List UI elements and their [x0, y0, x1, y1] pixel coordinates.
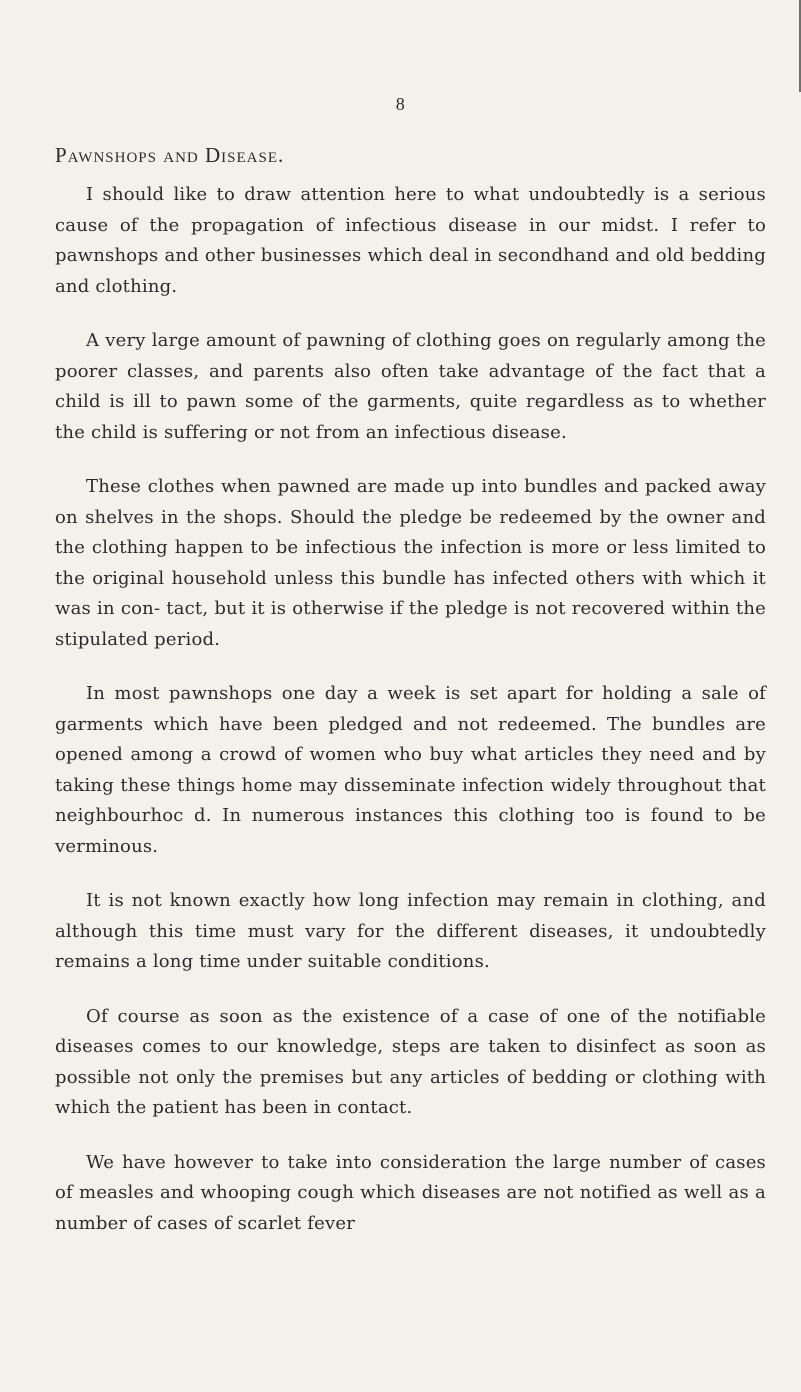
- paragraph: A very large amount of pawning of clothing goes on regularly among the poorer classes, and parents also often take advantage of the fact that a child is ill to pawn some of the garments, quite regardless as to whether the child is suffering or not from an infectious disease.: [55, 330, 766, 443]
- paragraph: These clothes when pawned are made up into bundles and packed away on shelves in the shops. Should the pledge be redeemed by the owner and the clothing happen to be infectious the infection is more or less limited to the original household unless this bundle has infected others with which it was in con- tact, but it is otherwise if the pledge is not recovered within the stipulated period.: [55, 476, 766, 650]
- paragraph: I should like to draw attention here to what undoubtedly is a serious cause of the propagation of infectious disease in our midst. I refer to pawnshops and other businesses which deal in secondhand and old bedding and clothing.: [55, 184, 766, 297]
- body-text: [55, 180, 766, 1263]
- paragraph: Of course as soon as the existence of a case of one of the notifiable diseases comes to our knowledge, steps are taken to disinfect as soon as possible not only the premises but any articles of bedding or clothing with which the patient has been in contact.: [55, 1005, 766, 1118]
- section-heading: Pawnshops and Disease.: [55, 143, 285, 167]
- page-number: 8: [395, 94, 406, 114]
- paragraph: It is not known exactly how long infection may remain in clothing, and although this time must vary for the different diseases, it undoubtedly remains a long time under suitable conditions.: [55, 890, 766, 972]
- paragraph: We have however to take into consideration the large number of cases of measles and whooping cough which diseases are not notified as well as a number of cases of scarlet fever: [55, 1151, 766, 1234]
- paragraph: In most pawnshops one day a week is set apart for holding a sale of garments which have been pledged and not redeemed. The bundles are opened among a crowd of women who buy what articles they need and by taking these things home may disseminate infection widely throughout that neighbourhoc d. In numerous instances this clothing too is found to be verminous.: [55, 683, 766, 857]
